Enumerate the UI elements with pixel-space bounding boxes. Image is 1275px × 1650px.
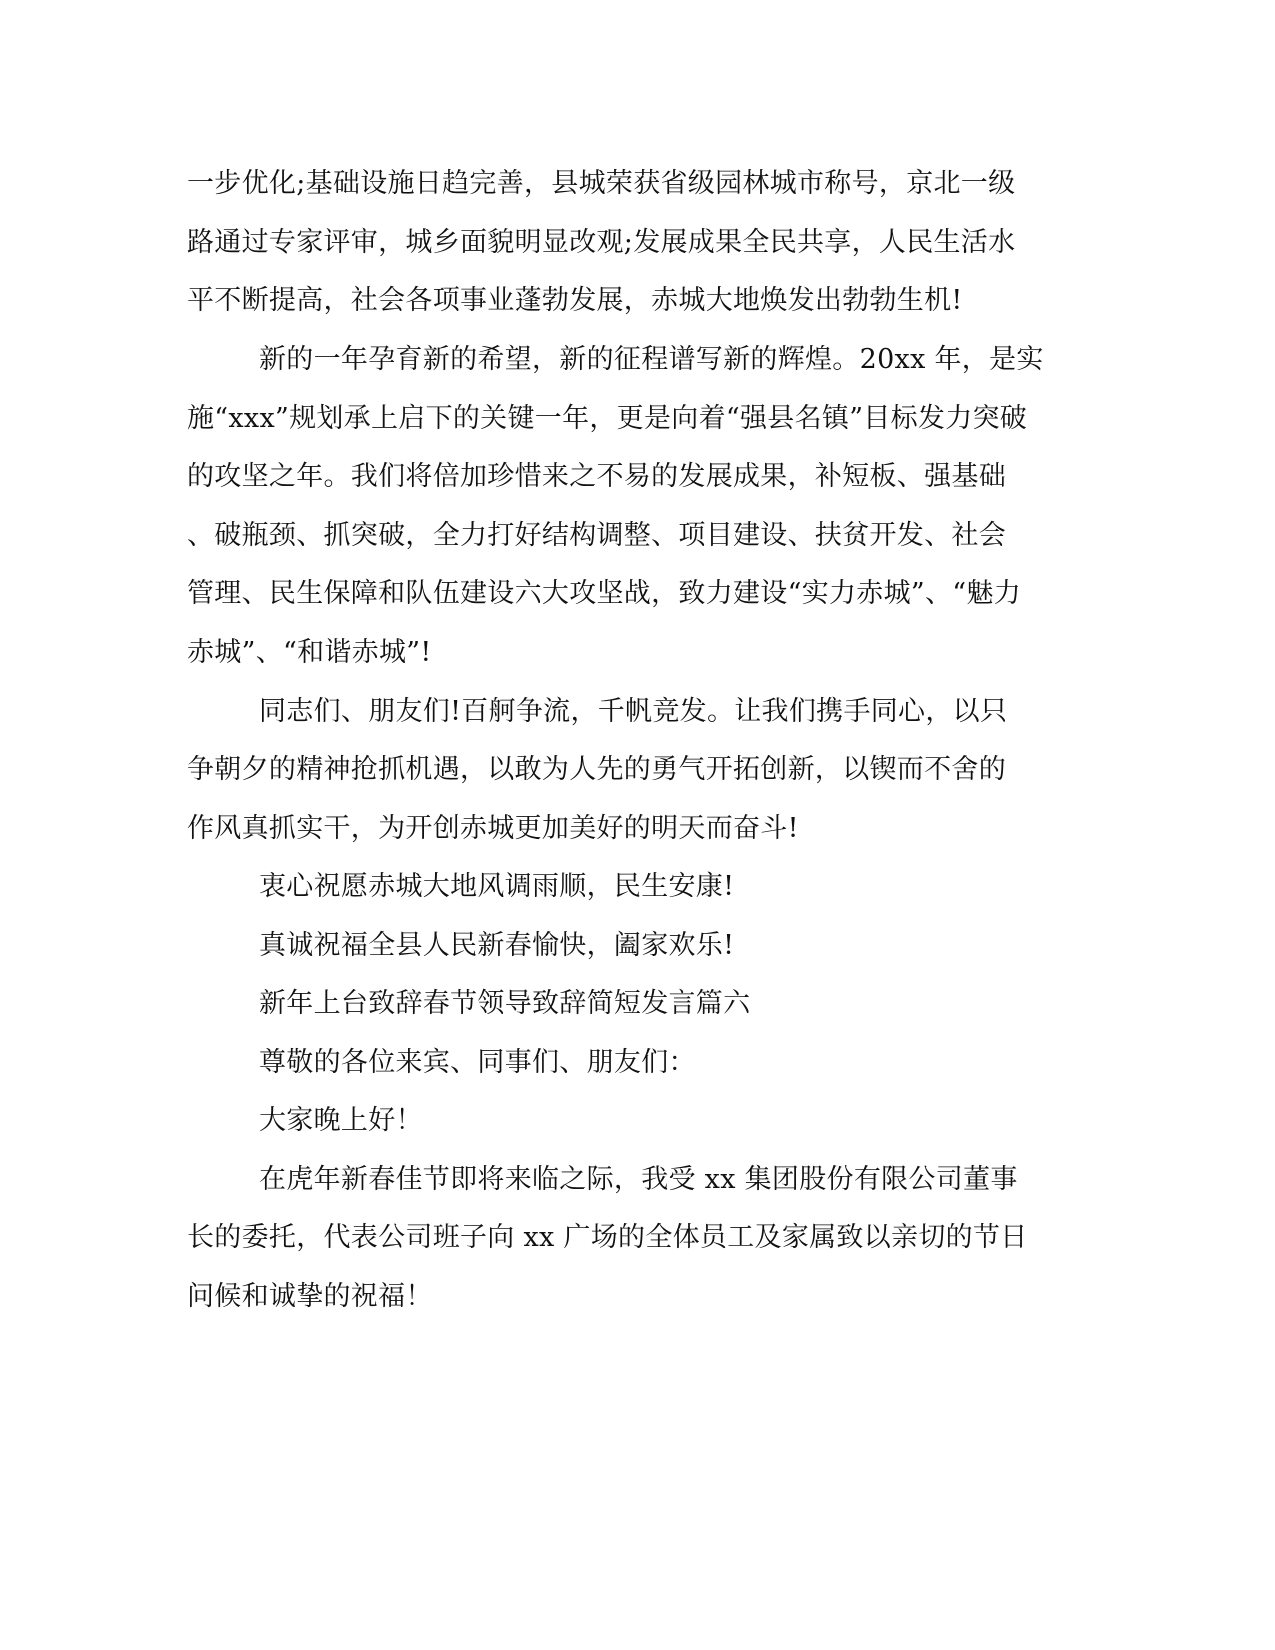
paragraph-line: 的攻坚之年。我们将倍加珍惜来之不易的发展成果，补短板、强基础 bbox=[187, 461, 1006, 492]
paragraph-line: 一步优化;基础设施日趋完善，县城荣获省级园林城市称号，京北一级 bbox=[187, 168, 1016, 199]
paragraph-line: 长的委托，代表公司班子向 xx 广场的全体员工及家属致以亲切的节日 bbox=[187, 1222, 1028, 1253]
paragraph-line: 赤城”、“和谐赤城”! bbox=[187, 637, 432, 668]
paragraph-line: 作风真抓实干，为开创赤城更加美好的明天而奋斗! bbox=[187, 813, 799, 844]
paragraph-line: 争朝夕的精神抢抓机遇，以敢为人先的勇气开拓创新，以锲而不舍的 bbox=[187, 754, 1006, 785]
paragraph-line: 施“xxx”规划承上启下的关键一年，更是向着“强县名镇”目标发力突破 bbox=[187, 403, 1028, 434]
section-heading: 新年上台致辞春节领导致辞简短发言篇六 bbox=[259, 988, 751, 1019]
paragraph-line: 同志们、朋友们!百舸争流，千帆竞发。让我们携手同心，以只 bbox=[259, 696, 1008, 727]
greeting: 大家晚上好！ bbox=[259, 1105, 423, 1136]
paragraph-line: 平不断提高，社会各项事业蓬勃发展，赤城大地焕发出勃勃生机! bbox=[187, 285, 963, 316]
paragraph-line: 在虎年新春佳节即将来临之际，我受 xx 集团股份有限公司董事 bbox=[259, 1164, 1018, 1195]
salutation: 尊敬的各位来宾、同事们、朋友们： bbox=[259, 1047, 696, 1078]
paragraph-line: 路通过专家评审，城乡面貌明显改观;发展成果全民共享，人民生活水 bbox=[187, 227, 1016, 258]
paragraph-line: 新的一年孕育新的希望，新的征程谱写新的辉煌。20xx 年，是实 bbox=[259, 344, 1044, 375]
paragraph-line: 衷心祝愿赤城大地风调雨顺，民生安康! bbox=[259, 871, 735, 902]
paragraph-line: 、破瓶颈、抓突破，全力打好结构调整、项目建设、扶贫开发、社会 bbox=[187, 520, 1006, 551]
paragraph-line: 真诚祝福全县人民新春愉快，阖家欢乐! bbox=[259, 930, 735, 961]
paragraph-line: 问候和诚挚的祝福！ bbox=[187, 1281, 433, 1312]
paragraph-line: 管理、民生保障和队伍建设六大攻坚战，致力建设“实力赤城”、“魅力 bbox=[187, 578, 1022, 609]
